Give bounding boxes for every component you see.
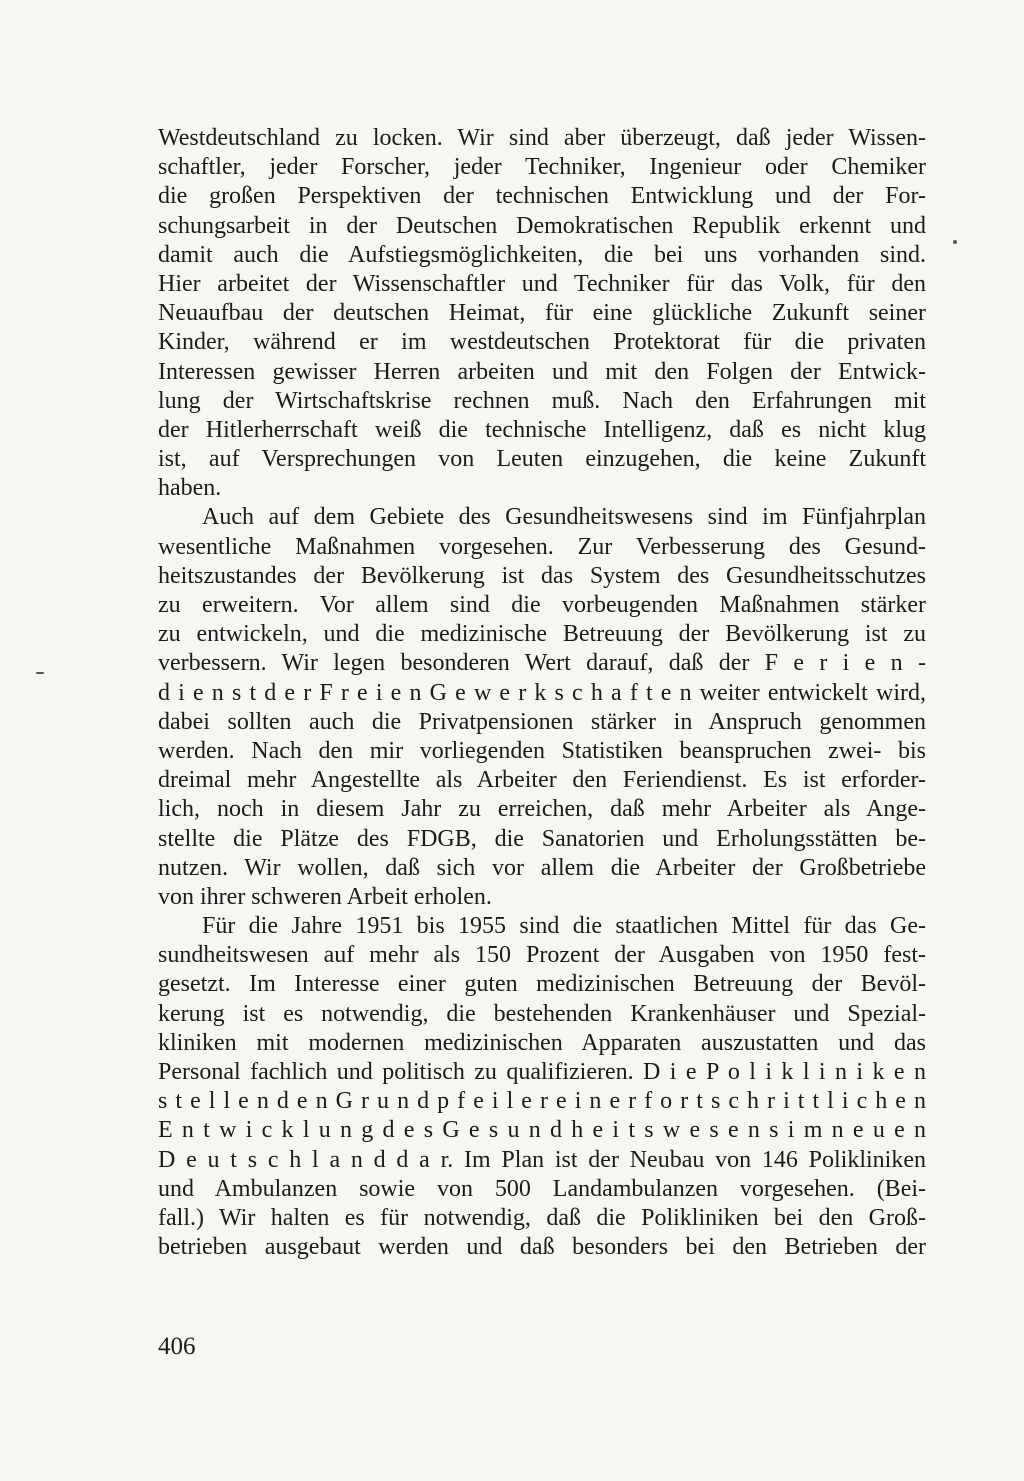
text-line: gesetzt. Im Interesse einer guten medizinischen Betreuung der Bevöl-: [158, 971, 926, 998]
text-line: lung der Wirtschaftskrise rechnen muß. Nach den Erfahrungen mit: [158, 387, 926, 414]
text-line: schaftler, jeder Forscher, jeder Techniker, Ingenieur oder Chemiker: [158, 154, 926, 181]
text-line: Interessen gewisser Herren arbeiten und mit den Folgen der Entwick-: [158, 358, 926, 385]
text-line: nutzen. Wir wollen, daß sich vor allem die Arbeiter der Großbetriebe: [158, 854, 926, 881]
text-line: fall.) Wir halten es für notwendig, daß die Polikliniken bei den Groß-: [158, 1204, 926, 1231]
text-line: und Ambulanzen sowie von 500 Landambulanzen vorgesehen. (Bei-: [158, 1175, 926, 1202]
text-line: die großen Perspektiven der technischen Entwicklung und der For-: [158, 183, 926, 210]
text-line: kerung ist es notwendig, die bestehenden Krankenhäuser und Spezial-: [158, 1000, 926, 1027]
paragraph-2: [158, 503, 926, 912]
text-line: zu entwickeln, und die medizinische Betreuung der Bevölkerung ist zu: [158, 621, 926, 648]
page-number: 406: [158, 1333, 196, 1360]
text-line: damit auch die Aufstiegsmöglichkeiten, die bei uns vorhanden sind.: [158, 241, 926, 268]
text-line: schungsarbeit in der Deutschen Demokratischen Republik erkennt und: [158, 212, 926, 239]
text-line: haben.: [158, 475, 222, 502]
text-line: D e u t s c h l a n d d a r. Im Plan ist der Neubau von 146 Polikliniken: [158, 1146, 926, 1173]
text-line: lich, noch in diesem Jahr zu erreichen, daß mehr Arbeiter als Ange-: [158, 796, 926, 823]
text-line: E n t w i c k l u n g d e s G e s u n d h e i t s w e s e n s i m n e u e n: [158, 1117, 926, 1144]
text-line: wesentliche Maßnahmen vorgesehen. Zur Verbesserung des Gesund-: [158, 533, 926, 560]
text-line: Kinder, während er im westdeutschen Protektorat für die privaten: [158, 329, 926, 356]
text-line: zu erweitern. Vor allem sind die vorbeugenden Maßnahmen stärker: [158, 592, 926, 618]
text-line: ist, auf Versprechungen von Leuten einzugehen, die keine Zukunft: [158, 446, 926, 473]
text-line: Westdeutschland zu locken. Wir sind aber überzeugt, daß jeder Wissen-: [158, 125, 926, 151]
paragraph-1: [158, 124, 926, 503]
text-line: verbessern. Wir legen besonderen Wert darauf, daß der F e r i e n -: [158, 650, 926, 677]
scan-speck: [36, 672, 44, 674]
text-line: betrieben ausgebaut werden und daß besonders bei den Betrieben der: [158, 1234, 926, 1261]
text-line: Auch auf dem Gebiete des Gesundheitswesens sind im Fünfjahrplan: [202, 504, 926, 531]
text-line: dabei sollten auch die Privatpensionen stärker in Anspruch genommen: [158, 708, 926, 735]
text-line: Personal fachlich und politisch zu qualifizieren. D i e P o l i k l i n i k e n: [158, 1059, 926, 1085]
paragraph-3: [158, 912, 926, 1262]
text-line: Hier arbeitet der Wissenschaftler und Techniker für das Volk, für den: [158, 270, 926, 297]
text-line: s t e l l e n d e n G r u n d p f e i l e r e i n e r f o r t s c h r i t t l i c h e n: [158, 1088, 926, 1115]
text-line: von ihrer schweren Arbeit erholen.: [158, 883, 492, 910]
text-line: der Hitlerherrschaft weiß die technische Intelligenz, daß es nicht klug: [158, 416, 926, 443]
text-line: heitszustandes der Bevölkerung ist das System des Gesundheitsschutzes: [158, 562, 926, 589]
scan-speck: [953, 240, 957, 244]
text-line: dreimal mehr Angestellte als Arbeiter den Feriendienst. Es ist erforder-: [158, 767, 926, 794]
text-line: Für die Jahre 1951 bis 1955 sind die staatlichen Mittel für das Ge-: [202, 913, 926, 940]
text-line: Neuaufbau der deutschen Heimat, für eine glückliche Zukunft seiner: [158, 300, 926, 327]
text-line: werden. Nach den mir vorliegenden Statistiken beanspruchen zwei- bis: [158, 737, 926, 764]
text-line: sundheitswesen auf mehr als 150 Prozent der Ausgaben von 1950 fest-: [158, 942, 926, 969]
text-line: kliniken mit modernen medizinischen Apparaten auszustatten und das: [158, 1029, 926, 1056]
text-line: stellte die Plätze des FDGB, die Sanatorien und Erholungsstätten be-: [158, 825, 926, 852]
text-line: d i e n s t d e r F r e i e n G e w e r k s c h a f t e n weiter entwickelt wird,: [158, 679, 926, 706]
body-text: [158, 124, 926, 1262]
